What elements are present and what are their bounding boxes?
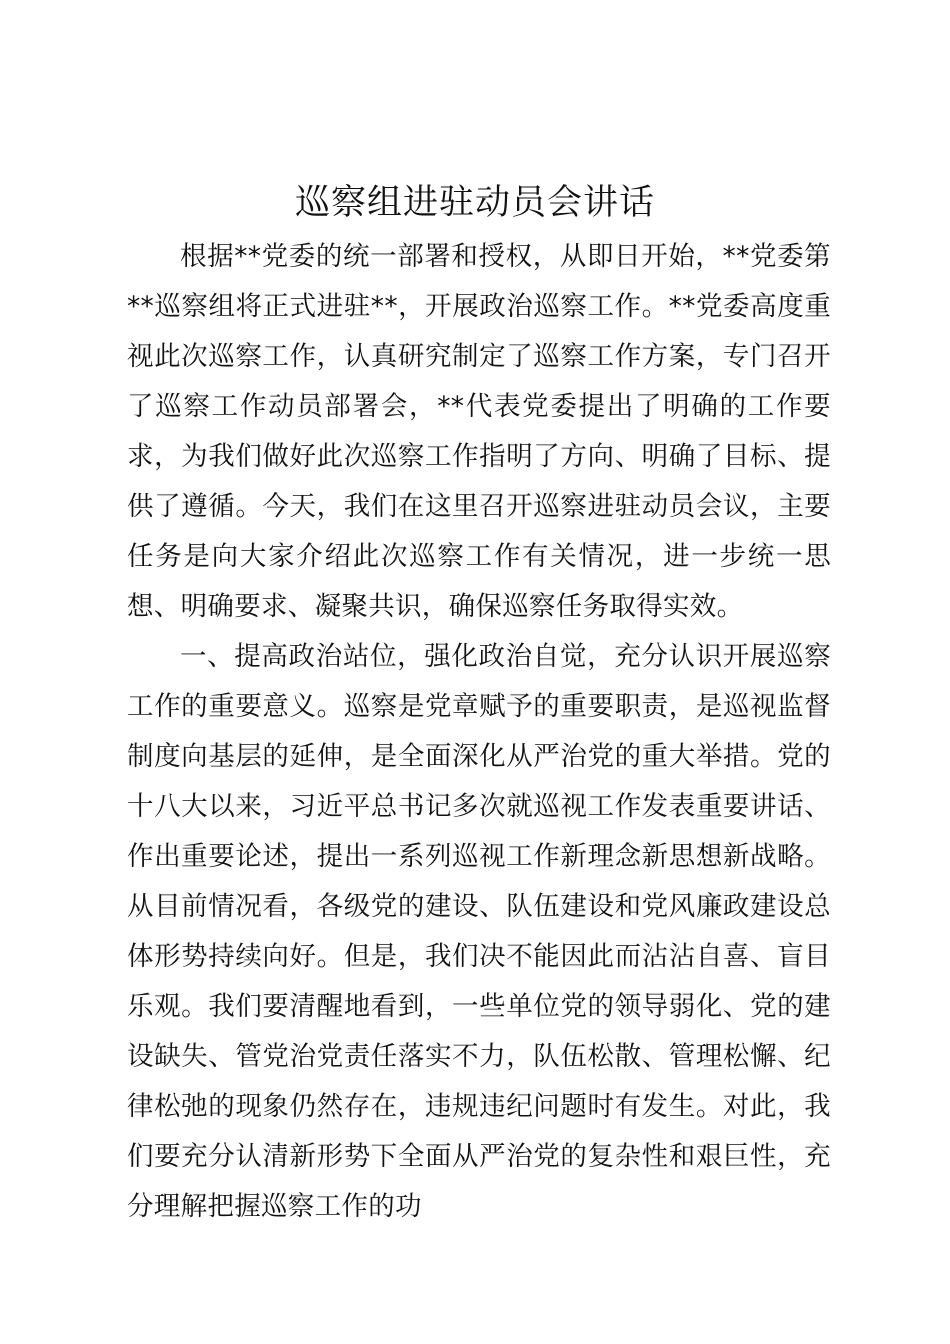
document-body (127, 232, 831, 1232)
paragraph-intro: 根据**党委的统一部署和授权，从即日开始，**党委第**巡察组将正式进驻**，开展政治巡察工作。**党委高度重视此次巡察工作，认真研究制定了巡察工作方案，专门召开了巡察工作动员部署会，**代表党委提出了明确的工作要求，为我们做好此次巡察工作指明了方向、明确了目标、提供了遵循。今天，我们在这里召开巡察进驻动员会议，主要任务是向大家介绍此次巡察工作有关情况，进一步统一思想、明确要求、凝聚共识，确保巡察任务取得实效。 (127, 241, 831, 622)
paragraph-section-one: 一、提高政治站位，强化政治自觉，充分认识开展巡察工作的重要意义。巡察是党章赋予的重要职责，是巡视监督制度向基层的延伸，是全面深化从严治党的重大举措。党的十八大以来，习近平总书记多次就巡视工作发表重要讲话、作出重要论述，提出一系列巡视工作新理念新思想新战略。从目前情况看，各级党的建设、队伍建设和党风廉政建设总体形势持续向好。但是，我们决不能因此而沾沾自喜、盲目乐观。我们要清醒地看到，一些单位党的领导弱化、党的建设缺失、管党治党责任落实不力，队伍松散、管理松懈、纪律松弛的现象仍然存在，违规违纪问题时有发生。对此，我们要充分认清新形势下全面从严治党的复杂性和艰巨性，充分理解把握巡察工作的功 (127, 641, 831, 1222)
document-title: 巡察组进驻动员会讲话 (294, 183, 655, 223)
